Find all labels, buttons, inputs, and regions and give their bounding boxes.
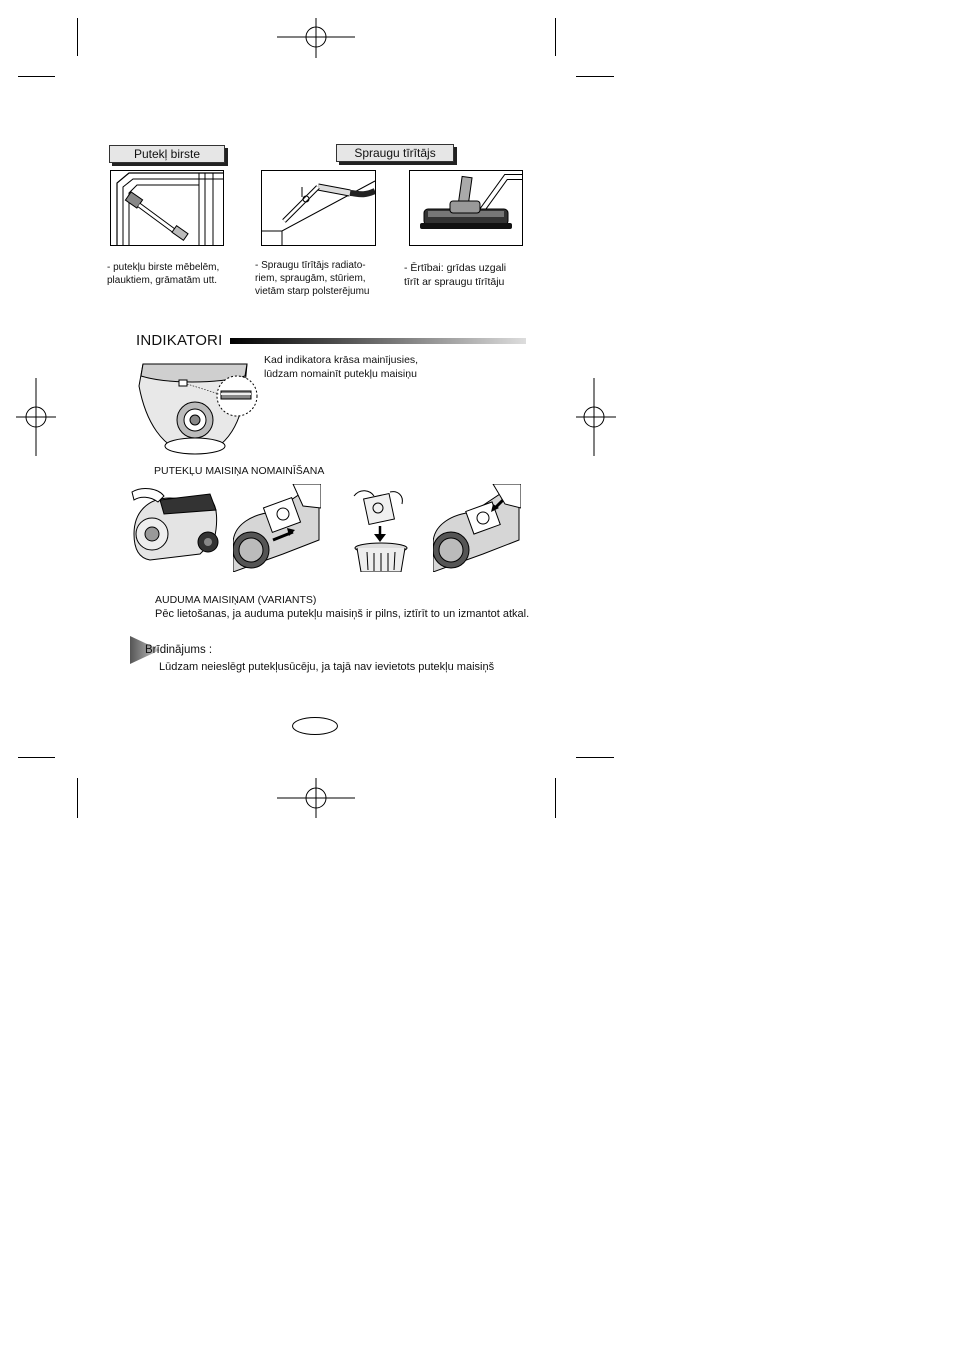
bag-step-open-cover (130, 484, 220, 564)
floor-nozzle-caption: - Ērtībai: grīdas uzgali tīrīt ar spraugu tīrītāju (404, 262, 507, 288)
warning-text: Lūdzam neieslēgt putekļusūcēju, ja tajā nav ievietots putekļu maisiņš (159, 661, 495, 673)
bag-replacement-title: PUTEKĻU MAISIŅA NOMAINĪŠANA (154, 465, 325, 477)
registration-mark-bottom (277, 778, 355, 818)
registration-mark-right (576, 378, 616, 456)
cloth-bag-text: Pēc lietošanas, ja auduma putekļu maisiņš ir pilns, iztīrīt to un izmantot atkal. (155, 608, 530, 620)
cloth-bag-title: AUDUMA MAISIŅAM (VARIANTS) (155, 594, 317, 606)
crevice-tool-caption: - Spraugu tīrītājs radiato- riem, spraugām, stūriem, vietām starp polsterējumu (255, 260, 370, 297)
dust-brush-label: Putekļ birste (109, 145, 225, 163)
bag-step-dispose (350, 486, 412, 572)
warning-label: Brīdinājums : (145, 644, 213, 656)
page-number-oval (292, 717, 338, 735)
dust-brush-illustration (110, 170, 224, 246)
floor-nozzle-illustration (409, 170, 523, 246)
registration-mark-top (277, 18, 355, 58)
crevice-tool-illustration (261, 170, 376, 246)
crevice-tool-label: Spraugu tīrītājs (336, 144, 454, 162)
bag-step-remove-bag (233, 484, 321, 572)
indicator-illustration (137, 358, 269, 458)
heading-gradient-bar (230, 338, 526, 344)
dust-brush-caption: - putekļu birste mēbelēm, plauktiem, grāmatām utt. (107, 262, 220, 286)
registration-mark-left (16, 378, 56, 456)
indicator-text-line1: Kad indikatora krāsa mainījusies, (264, 354, 419, 366)
indicator-text-line2: lūdzam nomainīt putekļu maisiņu (264, 368, 417, 380)
indicators-heading: INDIKATORI (136, 332, 223, 349)
bag-step-insert-bag (433, 484, 521, 572)
